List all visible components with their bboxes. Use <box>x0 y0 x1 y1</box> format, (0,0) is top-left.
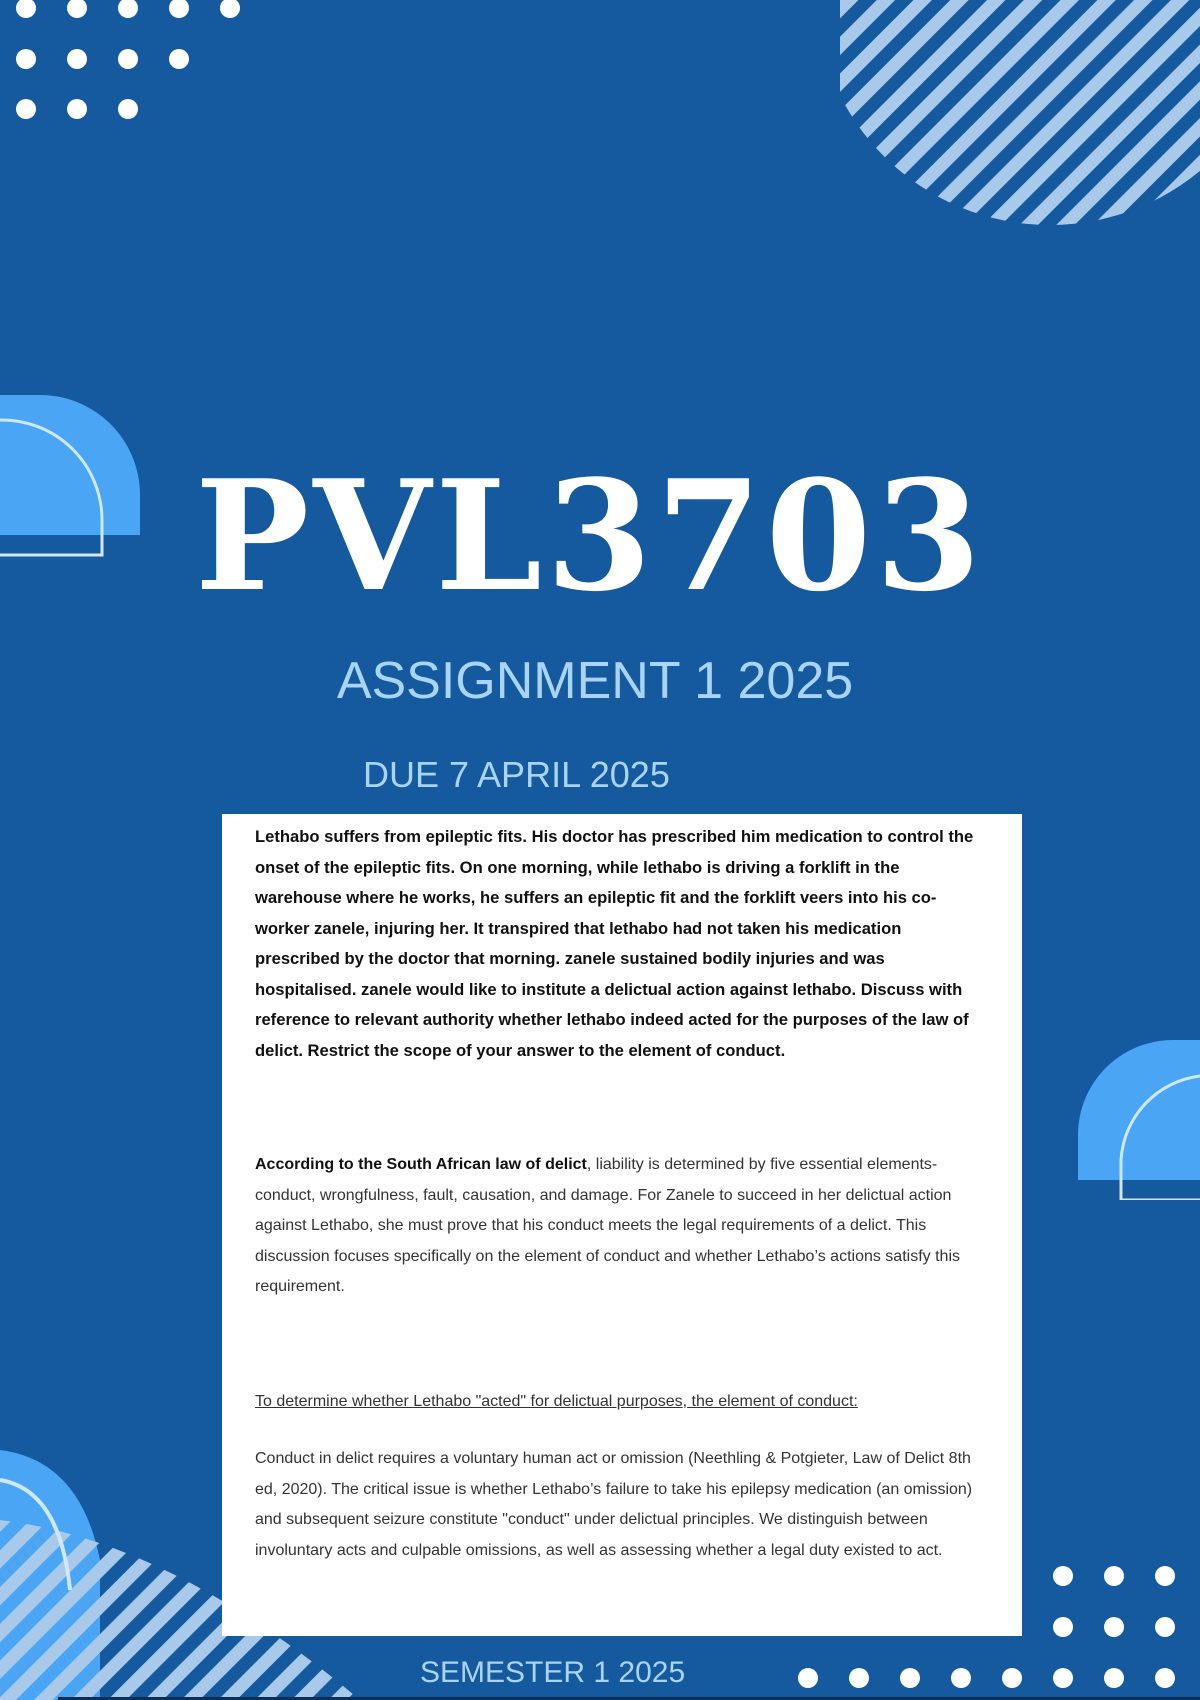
intro-rest: , liability is determined by five essential elements- conduct, wrongfulness, fault, causation, and damage. For Zanele to succeed in her delictual action against Lethabo, she must prove that his conduct meets the legal requirements of a delict. This discussion focuses specifically on the element of conduct and whether Lethabo’s actions satisfy this requirement. <box>255 1156 960 1295</box>
section-heading: To determine whether Lethabo "acted" for delictual purposes, the element of conduct: <box>255 1392 858 1410</box>
document-excerpt <box>222 814 1022 1636</box>
quarter-circle-right <box>1078 1040 1200 1200</box>
dot-grid-top-left <box>0 0 260 130</box>
conduct-paragraph: Conduct in delict requires a voluntary human act or omission (Neethling & Potgieter, Law of Delict 8th ed, 2020). The critical issue is whether Lethabo’s failure to take his epilepsy medication (an omission) and subsequent seizure constitute "conduct" under delictual principles. We distinguish between involuntary acts and culpable omissions, as well as assessing whether a legal duty existed to act. <box>255 1450 973 1559</box>
semester-label: SEMESTER 1 2025 <box>420 1656 686 1689</box>
intro-lead: According to the South African law of delict <box>255 1156 587 1173</box>
intro-paragraph <box>255 1150 988 1303</box>
question-text: Lethabo suffers from epileptic fits. His doctor has prescribed him medication to control the onset of the epileptic fits. On one morning, while lethabo is driving a forklift in the warehouse where he works, he suffers an epileptic fit and the forklift veers into his co-worker zanele, injuring her. It transpired that lethabo had not taken his medication prescribed by the doctor that morning. zanele sustained bodily injuries and was hospitalised. zanele would like to institute a delictual action against lethabo. Discuss with reference to relevant authority whether lethabo indeed acted for the purposes of the law of delict. Restrict the scope of your answer to the element of conduct. <box>255 827 974 1060</box>
course-code-title: PVL3703 <box>194 446 986 625</box>
due-date: DUE 7 APRIL 2025 <box>363 754 670 795</box>
assignment-subtitle: ASSIGNMENT 1 2025 <box>336 652 854 710</box>
striped-circle-top-right <box>840 0 1200 230</box>
